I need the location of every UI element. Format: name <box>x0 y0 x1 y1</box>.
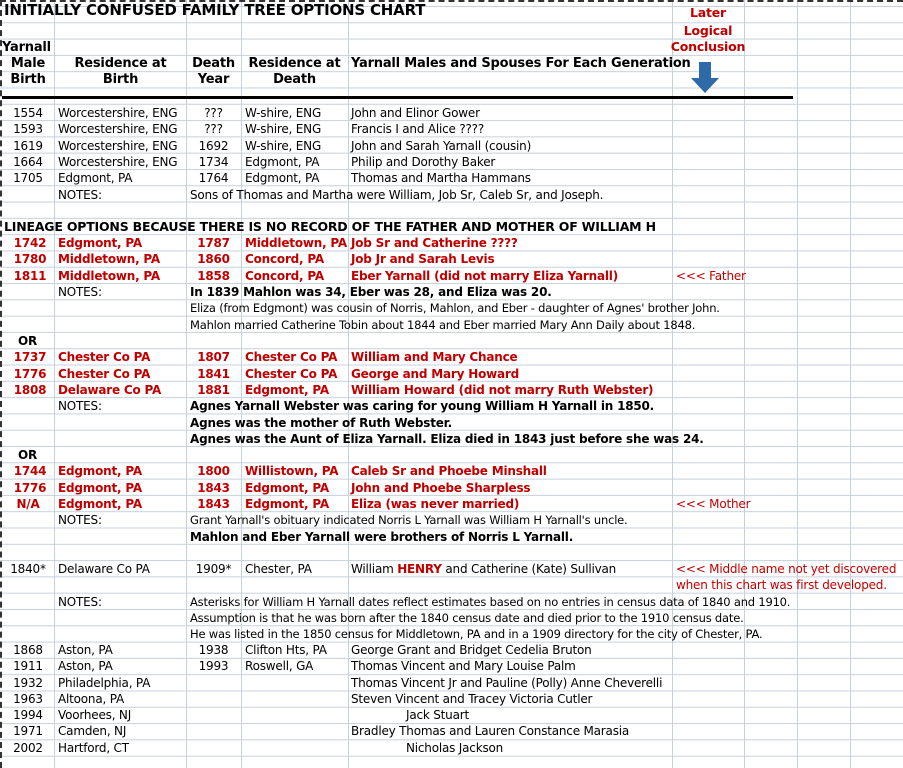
death-residence: Chester Co PA <box>245 367 338 381</box>
couple <box>351 561 616 577</box>
couple: William and Mary Chance <box>351 350 518 364</box>
death-residence: Edgmont, PA <box>245 481 329 495</box>
death-residence: W-shire, ENG <box>245 106 322 120</box>
birth-year: 1971 <box>13 724 43 738</box>
death-year: 1800 <box>197 464 230 478</box>
grid-column-line <box>744 0 745 768</box>
death-year: 1764 <box>198 171 229 185</box>
birth-year: 1737 <box>13 350 47 364</box>
birth-year: 1911 <box>13 659 43 673</box>
couple: Steven Vincent and Tracey Victoria Cutler <box>351 692 593 706</box>
birth-residence: Edgmont, PA <box>58 171 133 185</box>
birth-residence: Delaware Co PA <box>58 562 150 576</box>
death-year: 1841 <box>197 367 230 381</box>
birth-residence: Worcestershire, ENG <box>58 122 178 136</box>
couple: Philip and Dorothy Baker <box>351 155 496 169</box>
couple: William Howard (did not marry Ruth Webster) <box>351 383 654 397</box>
logical-label: Logical <box>683 23 733 38</box>
birth-year: 1780 <box>13 252 47 266</box>
death-residence: Edgmont, PA <box>245 497 329 511</box>
birth-residence: Voorhees, NJ <box>58 708 132 722</box>
death-year: 1807 <box>197 350 230 364</box>
couple: Eber Yarnall (did not marry Eliza Yarnall) <box>351 269 619 283</box>
birth-residence: Middletown, PA <box>58 252 161 266</box>
couple: John and Sarah Yarnall (cousin) <box>351 139 532 153</box>
down-arrow-icon <box>690 62 720 94</box>
header-residence-birth-2: Birth <box>102 72 139 87</box>
birth-year: 1705 <box>13 171 43 185</box>
couple: Jack Stuart <box>406 708 469 722</box>
later-label: Later <box>689 5 727 20</box>
birth-year: 1963 <box>13 692 43 706</box>
header-residence-death: Residence at <box>248 56 341 71</box>
birth-residence: Edgmont, PA <box>58 497 142 511</box>
birth-residence: Chester Co PA <box>58 350 151 364</box>
header-birth: Birth <box>10 72 46 87</box>
or-label: OR <box>18 448 38 462</box>
birth-year: 1664 <box>13 155 43 169</box>
couple: Job Sr and Catherine ???? <box>351 236 518 250</box>
couple: Bradley Thomas and Lauren Constance Marasia <box>351 724 630 738</box>
death-residence: Edgmont, PA <box>245 383 329 397</box>
note-text: Mahlon and Eber Yarnall were brothers of Norris L Yarnall. <box>190 530 574 544</box>
birth-residence: Worcestershire, ENG <box>58 139 178 153</box>
death-year: 1692 <box>198 139 229 153</box>
death-year: 1734 <box>198 155 229 169</box>
note-text: Sons of Thomas and Martha were William, Job Sr, Caleb Sr, and Joseph. <box>190 188 604 202</box>
note-text: Agnes was the Aunt of Eliza Yarnall. Eliza died in 1843 just before she was 24. <box>190 432 704 446</box>
death-residence: Chester, PA <box>245 562 312 576</box>
birth-year: 2002 <box>13 741 43 755</box>
birth-residence: Worcestershire, ENG <box>58 106 178 120</box>
death-year: 1881 <box>197 383 230 397</box>
couple: Nicholas Jackson <box>406 741 504 755</box>
birth-year: 1744 <box>13 464 47 478</box>
birth-residence: Worcestershire, ENG <box>58 155 178 169</box>
note-text: Assumption is that he was born after the 1840 census date and died prior to the 1910 census date. <box>190 611 744 625</box>
birth-residence: Delaware Co PA <box>58 383 162 397</box>
note-text: He was listed in the 1850 census for Middletown, PA and in a 1909 directory for the city of Chester, PA. <box>190 627 763 641</box>
birth-year: 1593 <box>13 122 43 136</box>
birth-year: 1994 <box>13 708 43 722</box>
header-death-year: Year <box>197 72 230 87</box>
note-text: Agnes was the mother of Ruth Webster. <box>190 416 453 430</box>
death-residence: Middletown, PA <box>245 236 348 250</box>
conclusion-label: Conclusion <box>670 39 746 54</box>
birth-residence: Chester Co PA <box>58 367 151 381</box>
death-year: 1909* <box>195 562 232 576</box>
header-yarnall: Yarnall <box>2 40 51 55</box>
header-residence-death-2: Death <box>273 72 316 87</box>
couple: Caleb Sr and Phoebe Minshall <box>351 464 547 478</box>
birth-residence: Edgmont, PA <box>58 481 142 495</box>
death-year: 1860 <box>197 252 230 266</box>
couple: John and Phoebe Sharpless <box>351 481 531 495</box>
page-title: INITIALLY CONFUSED FAMILY TREE OPTIONS CHART <box>4 1 426 19</box>
header-death: Death <box>192 56 235 71</box>
grid-column-line <box>241 0 242 768</box>
birth-residence: Altoona, PA <box>58 692 124 706</box>
note-text: Asterisks for William H Yarnall dates reflect estimates based on no entries in census data of 1840 and 1910. <box>190 595 791 609</box>
death-year: ??? <box>204 122 223 136</box>
header-male: Male <box>10 56 46 71</box>
death-residence: W-shire, ENG <box>245 122 322 136</box>
death-residence: Chester Co PA <box>245 350 338 364</box>
couple: John and Elinor Gower <box>351 106 480 120</box>
death-year: 1993 <box>198 659 229 673</box>
lineage-heading: LINEAGE OPTIONS BECAUSE THERE IS NO RECORD OF THE FATHER AND MOTHER OF WILLIAM H <box>4 219 656 234</box>
birth-year: 1840* <box>10 562 46 576</box>
death-year: 1858 <box>197 269 230 283</box>
death-residence: Willistown, PA <box>245 464 339 478</box>
couple: George and Mary Howard <box>351 367 520 381</box>
death-year: 1843 <box>197 481 230 495</box>
birth-year: 1811 <box>13 269 47 283</box>
note-text: Eliza (from Edgmont) was cousin of Norris, Mahlon, and Eber - daughter of Agnes' brother John. <box>190 301 720 315</box>
birth-residence: Camden, NJ <box>58 724 127 738</box>
grid-column-line <box>797 0 798 768</box>
grid-column-line <box>348 0 349 768</box>
william-first: William <box>351 562 394 576</box>
couple: Job Jr and Sarah Levis <box>351 252 495 266</box>
header-residence-birth: Residence at <box>74 56 167 71</box>
note-text: Grant Yarnall's obituary indicated Norris L Yarnall was William H Yarnall's uncle. <box>190 513 628 527</box>
death-residence: Concord, PA <box>245 269 324 283</box>
couple: Thomas Vincent Jr and Pauline (Polly) Anne Cheverelli <box>351 676 663 690</box>
birth-year: 1932 <box>13 676 43 690</box>
couple: Thomas and Martha Hammans <box>351 171 531 185</box>
death-residence: Concord, PA <box>245 252 324 266</box>
header-yarnall-males: Yarnall Males and Spouses For Each Generation <box>351 56 691 71</box>
birth-year: 1776 <box>13 481 47 495</box>
death-year: 1938 <box>198 643 229 657</box>
william-middle: HENRY <box>397 562 442 576</box>
or-label: OR <box>18 334 38 348</box>
death-residence: Edgmont, PA <box>245 155 320 169</box>
notes-label: NOTES: <box>58 513 102 527</box>
death-residence: Roswell, GA <box>245 659 314 673</box>
death-year: 1843 <box>197 497 230 511</box>
middle-name-flag-2: when this chart was first developed. <box>676 578 887 592</box>
birth-year: 1619 <box>13 139 43 153</box>
grid-column-line <box>850 0 851 768</box>
birth-year: 1742 <box>13 236 47 250</box>
birth-residence: Edgmont, PA <box>58 236 142 250</box>
couple: Francis I and Alice ???? <box>351 122 485 136</box>
couple: Thomas Vincent and Mary Louise Palm <box>351 659 576 673</box>
grid-column-line <box>672 0 673 768</box>
birth-year: 1868 <box>13 643 43 657</box>
couple: George Grant and Bridget Cedelia Bruton <box>351 643 592 657</box>
death-residence: Clifton Hts, PA <box>245 643 327 657</box>
birth-residence: Aston, PA <box>58 643 113 657</box>
father-flag: <<< Father <box>676 269 746 283</box>
death-year: ??? <box>204 106 223 120</box>
birth-year: 1776 <box>13 367 47 381</box>
notes-label: NOTES: <box>58 285 102 299</box>
note-text: Mahlon married Catherine Tobin about 1844 and Eber married Mary Ann Daily about 1848. <box>190 318 696 332</box>
header-rule <box>2 96 793 99</box>
birth-residence: Aston, PA <box>58 659 113 673</box>
birth-residence: Edgmont, PA <box>58 464 142 478</box>
death-year: 1787 <box>197 236 230 250</box>
birth-year: 1554 <box>13 106 43 120</box>
birth-year: 1808 <box>13 383 47 397</box>
death-residence: Edgmont, PA <box>245 171 320 185</box>
notes-label: NOTES: <box>58 595 102 609</box>
couple: Eliza (was never married) <box>351 497 520 511</box>
mother-flag: <<< Mother <box>676 497 751 511</box>
birth-residence: Middletown, PA <box>58 269 161 283</box>
notes-label: NOTES: <box>58 399 102 413</box>
birth-residence: Philadelphia, PA <box>58 676 151 690</box>
william-spouse: and Catherine (Kate) Sullivan <box>445 562 617 576</box>
notes-label: NOTES: <box>58 188 102 202</box>
middle-name-flag: <<< Middle name not yet discovered <box>676 562 897 576</box>
birth-residence: Hartford, CT <box>58 741 129 755</box>
birth-year: N/A <box>16 497 40 511</box>
note-text: In 1839 Mahlon was 34, Eber was 28, and Eliza was 20. <box>190 285 552 299</box>
death-residence: W-shire, ENG <box>245 139 322 153</box>
note-text: Agnes Yarnall Webster was caring for young William H Yarnall in 1850. <box>190 399 655 413</box>
